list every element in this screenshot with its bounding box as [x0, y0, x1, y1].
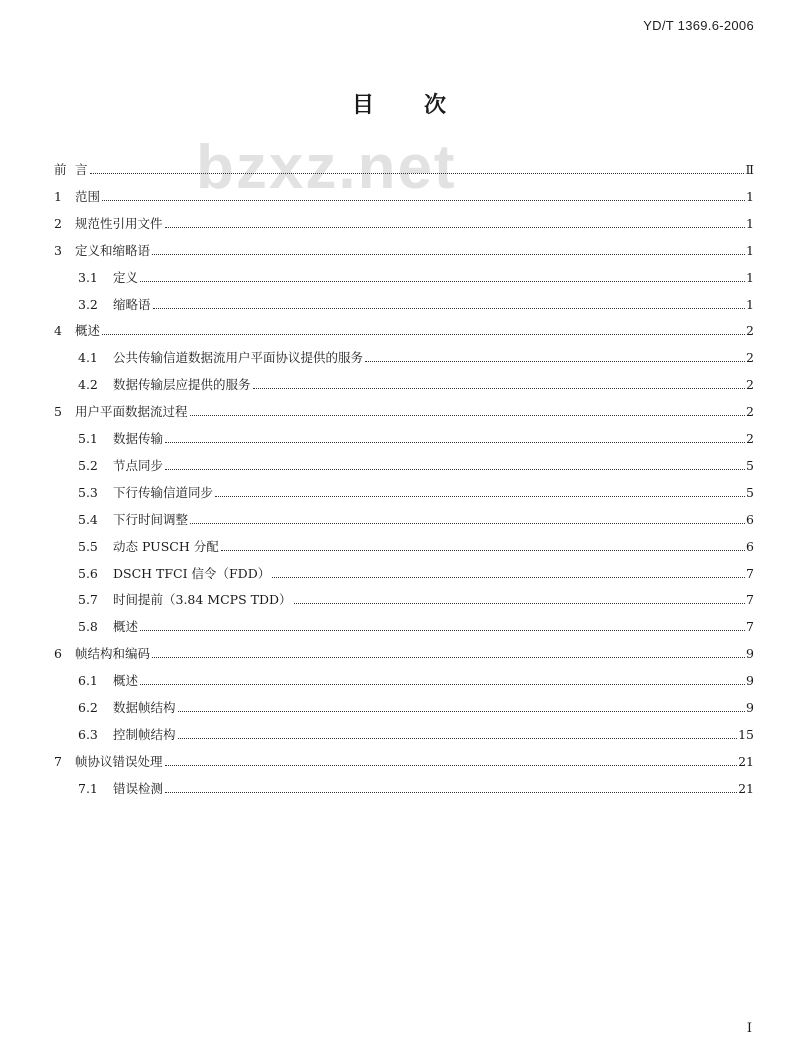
toc-entry-title: 概述 [75, 323, 101, 339]
toc-entry-number: 5.8 [78, 619, 98, 635]
toc-entry-number: 3.2 [78, 296, 98, 312]
toc-entry-number: 6.3 [78, 726, 98, 742]
toc-leader-dots [215, 483, 745, 503]
toc-entry[interactable] [0, 483, 800, 503]
toc-entry-page: 7 [746, 619, 754, 635]
toc-entry[interactable] [0, 375, 800, 395]
toc-entry[interactable] [0, 617, 800, 637]
toc-leader-dots [152, 241, 745, 261]
toc-entry-title: 概述 [113, 619, 139, 635]
toc-leader-dots [140, 671, 745, 691]
toc-entry-page: 2 [746, 404, 754, 420]
toc-entry-number: 5 [54, 404, 62, 420]
toc-entry-page: 1 [746, 296, 754, 312]
toc-entry-page: 5 [746, 457, 754, 473]
toc-entry-page: 7 [746, 592, 754, 608]
toc-entry-title: 缩略语 [113, 296, 151, 312]
toc-entry-title: 定义 [113, 269, 139, 285]
toc-entry-title: 数据帧结构 [113, 700, 176, 715]
toc-entry-number: 2 [54, 215, 62, 231]
watermark: bzxz.net [196, 133, 457, 202]
toc-entry-number: 5.6 [78, 565, 98, 581]
toc-entry-title: 用户平面数据流过程 [75, 404, 188, 420]
toc-entry-number: 5.1 [78, 431, 98, 446]
toc-entry-number: 5.7 [78, 592, 98, 608]
page-number: I [746, 1021, 752, 1036]
toc-entry-title: 范围 [75, 188, 101, 204]
toc-entry-number: 5.2 [78, 457, 98, 473]
toc-entry[interactable] [0, 268, 800, 288]
toc-entry-page: 7 [746, 565, 754, 581]
toc-entry-number: 6.2 [78, 700, 98, 715]
toc-entry[interactable] [0, 537, 800, 557]
toc-leader-dots [221, 537, 745, 557]
toc-leader-dots [253, 375, 745, 395]
toc-leader-dots [272, 564, 745, 584]
toc-entry-page: 2 [746, 377, 754, 393]
toc-entry-number: 3.1 [78, 269, 98, 285]
toc-entry-title: 时间提前（3.84 MCPS TDD） [113, 592, 292, 608]
toc-entry-number: 3 [54, 242, 62, 258]
toc-entry-title: 帧结构和编码 [75, 646, 151, 662]
toc-entry-number: 4.1 [78, 350, 98, 366]
toc-entry[interactable] [0, 348, 800, 368]
toc-entry-title: 言 [75, 162, 88, 177]
toc-entry-title: 动态 PUSCH 分配 [113, 538, 219, 554]
toc-entry-number: 7.1 [78, 780, 98, 796]
toc-entry[interactable] [0, 779, 800, 799]
toc-leader-dots [190, 402, 745, 422]
toc-entry[interactable] [0, 698, 800, 718]
toc-entry[interactable] [0, 321, 800, 341]
toc-entry-page: 15 [738, 726, 754, 742]
toc-leader-dots [165, 752, 737, 772]
toc-entry-page: 1 [746, 215, 754, 231]
toc-leader-dots [294, 590, 745, 610]
toc-leader-dots [140, 617, 745, 637]
toc-leader-dots [152, 644, 745, 664]
toc-entry[interactable] [0, 214, 800, 234]
toc-entry-title: 规范性引用文件 [75, 215, 163, 231]
toc-entry[interactable] [0, 671, 800, 691]
toc-leader-dots [90, 160, 744, 180]
toc-entry[interactable] [0, 241, 800, 261]
toc-entry-page: 6 [746, 511, 754, 527]
toc-entry-number: 5.5 [78, 538, 98, 554]
title-char-2: 次 [424, 92, 449, 118]
toc-entry-page: 1 [746, 269, 754, 285]
toc-entry-page: 21 [738, 780, 754, 796]
toc-entry-page: 2 [746, 350, 754, 366]
toc-entry-number: 5.4 [78, 511, 98, 527]
toc-leader-dots [178, 698, 745, 718]
toc-entry-title: 节点同步 [113, 457, 164, 473]
toc-entry[interactable] [0, 510, 800, 530]
toc-entry-page: 9 [746, 673, 754, 689]
toc-entry[interactable] [0, 590, 800, 610]
toc-entry[interactable] [0, 644, 800, 664]
toc-leader-dots [165, 779, 737, 799]
toc-leader-dots [365, 348, 745, 368]
toc-entry-number: 5.3 [78, 484, 98, 500]
toc-entry-page: 5 [746, 484, 754, 500]
toc-entry[interactable] [0, 752, 800, 772]
toc-entry-title: 帧协议错误处理 [75, 753, 163, 769]
toc-entry-title: 下行传输信道同步 [113, 484, 214, 500]
toc-entry-page: Ⅱ [745, 162, 754, 177]
toc-entry-title: 数据传输 [113, 431, 164, 446]
toc-entry-number: 6.1 [78, 673, 98, 689]
toc-entry[interactable] [0, 160, 800, 180]
toc-entry-number: 4 [54, 323, 62, 339]
toc-entry-number: 6 [54, 646, 62, 662]
toc-entry-page: 2 [746, 323, 754, 339]
toc-entry-title: 数据传输层应提供的服务 [113, 377, 251, 393]
toc-entry-title: 概述 [113, 673, 139, 689]
toc-leader-dots [190, 510, 745, 530]
toc-entry[interactable] [0, 456, 800, 476]
toc-entry-number: 前 [54, 162, 67, 177]
toc-entry[interactable] [0, 187, 800, 207]
page-title [0, 88, 800, 119]
toc-entry-title: 公共传输信道数据流用户平面协议提供的服务 [113, 350, 364, 366]
toc-entry-page: 1 [746, 242, 754, 258]
toc-entry-title: 控制帧结构 [113, 726, 176, 742]
toc-entry[interactable] [0, 564, 800, 584]
standard-code: YD/T 1369.6-2006 [643, 18, 754, 33]
toc-leader-dots [178, 725, 737, 745]
toc-leader-dots [102, 321, 745, 341]
toc-entry-title: 错误检测 [113, 780, 164, 796]
toc-leader-dots [165, 429, 745, 449]
toc-entry-title: 定义和缩略语 [75, 242, 151, 258]
toc-entry-title: DSCH TFCI 信令（FDD） [113, 565, 271, 581]
toc-entry-number: 1 [54, 188, 62, 204]
title-char-1: 目 [351, 92, 376, 118]
toc-entry-page: 6 [746, 538, 754, 554]
toc-entry[interactable] [0, 295, 800, 315]
toc-entry-number: 7 [54, 753, 62, 769]
toc-leader-dots [165, 456, 745, 476]
toc-entry-page: 9 [746, 646, 754, 662]
toc-entry-page: 9 [746, 700, 754, 715]
toc-entry-page: 1 [746, 188, 754, 204]
toc-entry[interactable] [0, 725, 800, 745]
toc-entry-title: 下行时间调整 [113, 511, 189, 527]
toc-leader-dots [140, 268, 745, 288]
toc-entry[interactable] [0, 429, 800, 449]
toc-leader-dots [102, 187, 745, 207]
toc-entry-page: 2 [746, 431, 754, 446]
toc-entry-number: 4.2 [78, 377, 98, 393]
toc-entry-page: 21 [738, 753, 754, 769]
toc-leader-dots [165, 214, 745, 234]
toc-leader-dots [153, 295, 745, 315]
toc-entry[interactable] [0, 402, 800, 422]
